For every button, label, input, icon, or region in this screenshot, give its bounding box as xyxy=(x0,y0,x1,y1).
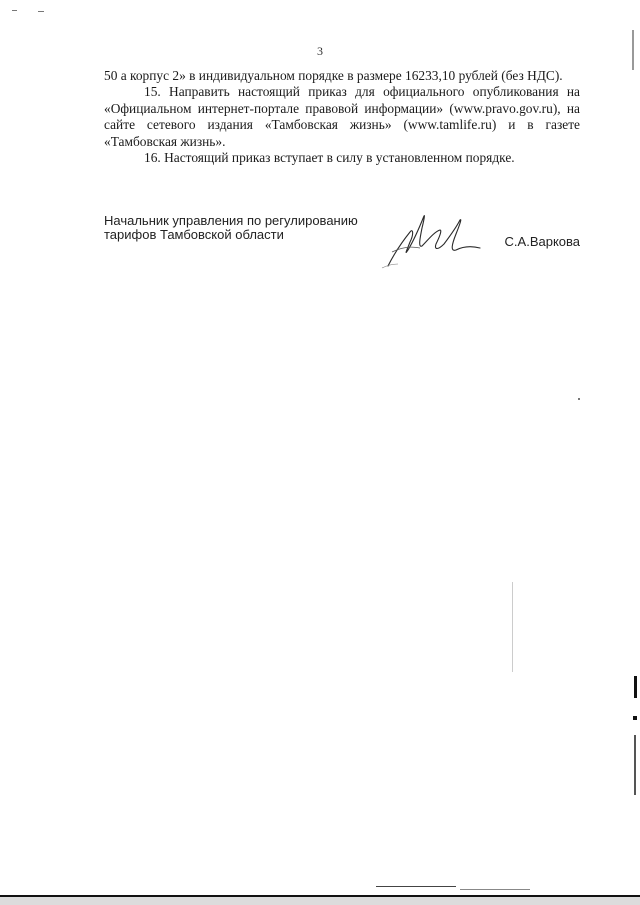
scan-artifact xyxy=(634,735,636,795)
document-body xyxy=(104,68,580,166)
scan-artifact xyxy=(38,11,44,12)
paragraph-item-16: 16. Настоящий приказ вступает в силу в установленном порядке. xyxy=(144,150,515,166)
paragraph-continuation: 50 а корпус 2» в индивидуальном порядке в размере 16233,10 рублей (без НДС). xyxy=(104,68,563,83)
scan-artifact xyxy=(376,886,456,887)
handwritten-signature xyxy=(380,206,490,272)
page-number: 3 xyxy=(317,44,323,58)
scan-bottom-edge-line xyxy=(0,895,640,897)
scan-artifact xyxy=(460,889,530,890)
scan-artifact xyxy=(632,30,634,70)
scan-artifact xyxy=(512,582,513,672)
signer-name: С.А.Варкова xyxy=(504,234,580,249)
paragraph-item-15: 15. Направить настоящий приказ для официального опубликования на «Официальном интернет-портале правовой информации» (www.pravo.gov.ru), на сайте сетевого издания «Тамбовская жизнь» (www.tamlife.ru) и в газете «Тамбовская жизнь». xyxy=(104,84,580,149)
scan-artifact xyxy=(578,398,580,400)
scan-artifact xyxy=(12,10,17,11)
signer-position-line-2: тарифов Тамбовской области xyxy=(104,226,284,242)
signer-position-line-1: Начальник управления по регулированию xyxy=(104,213,358,228)
signer-position xyxy=(104,214,358,241)
signature-block xyxy=(104,214,580,274)
scan-artifact xyxy=(634,676,637,698)
scan-artifact xyxy=(633,716,637,720)
